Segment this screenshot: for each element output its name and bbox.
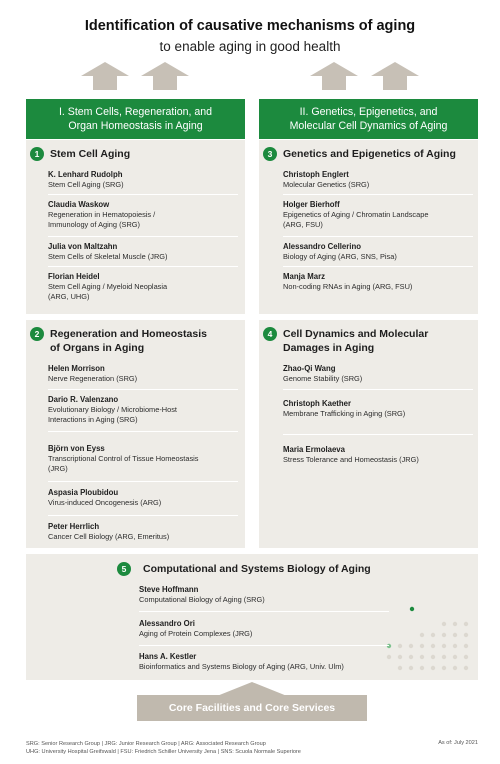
researcher-name: Julia von Maltzahn [48, 242, 118, 251]
researcher-name: Zhao-Qi Wang [283, 364, 336, 373]
researcher-name: Aspasia Ploubidou [48, 488, 119, 497]
divider [48, 481, 238, 482]
researcher-description: Cancer Cell Biology (ARG, Emeritus) [48, 532, 170, 541]
researcher-description: Bioinformatics and Systems Biology of Aging (ARG, Univ. Ulm) [139, 662, 344, 671]
researcher-entry [48, 444, 198, 474]
section-2-header [30, 327, 207, 355]
researcher-description: Genome Stability (SRG) [283, 374, 363, 383]
researcher-name: Claudia Waskow [48, 200, 110, 209]
researcher-entry [139, 585, 265, 605]
divider [283, 236, 473, 237]
researcher-entry [48, 200, 155, 230]
researcher-entry [48, 272, 167, 302]
divider [48, 389, 238, 390]
section-1-header [30, 147, 130, 161]
researcher-description: Epigenetics of Aging / Chromatin Landscape (ARG, FSU) [283, 210, 429, 229]
section-number-badge: 4 [263, 327, 277, 341]
researcher-entry [48, 364, 137, 384]
section-4-header [263, 327, 428, 355]
researcher-entry [283, 170, 369, 190]
researcher-name: Alessandro Cellerino [283, 242, 361, 251]
divider [283, 194, 473, 195]
researcher-entry [283, 399, 405, 419]
researcher-entry [283, 272, 412, 292]
researcher-entry [48, 522, 169, 542]
researcher-entry [48, 170, 124, 190]
researcher-description: Membrane Trafficking in Aging (SRG) [283, 409, 406, 418]
researcher-name: Maria Ermolaeva [283, 445, 345, 454]
divider [48, 266, 238, 267]
researcher-description: Nerve Regeneration (SRG) [48, 374, 138, 383]
researcher-description: Stress Tolerance and Homeostasis (JRG) [283, 455, 419, 464]
page-subtitle: to enable aging in good health [159, 39, 341, 54]
researcher-description: Stem Cell Aging / Myeloid Neoplasia (ARG, UHG) [48, 282, 168, 301]
researcher-description: Computational Biology of Aging (SRG) [139, 595, 265, 604]
researcher-entry [283, 364, 362, 384]
column-header-right-line1: II. Genetics, Epigenetics, and [299, 106, 438, 118]
researcher-description: Aging of Protein Complexes (JRG) [139, 629, 253, 638]
divider [139, 645, 389, 646]
divider [48, 431, 238, 432]
researcher-entry [48, 242, 168, 262]
researcher-name: Hans A. Kestler [139, 652, 197, 661]
researcher-name: Peter Herrlich [48, 522, 100, 531]
researcher-name: Dario R. Valenzano [48, 395, 119, 404]
researcher-entry [48, 395, 177, 425]
researcher-entry [139, 652, 344, 672]
researcher-name: Steve Hoffmann [139, 585, 199, 594]
researcher-entry [283, 200, 428, 230]
green-dot-decoration [409, 606, 415, 612]
researcher-entry [283, 445, 419, 465]
column-header-left [26, 99, 245, 139]
researcher-description: Biology of Aging (ARG, SNS, Pisa) [283, 252, 397, 261]
researcher-entry [48, 488, 161, 508]
divider [283, 434, 473, 435]
column-header-right [259, 99, 478, 139]
researcher-description: Molecular Genetics (SRG) [283, 180, 370, 189]
divider [48, 515, 238, 516]
researcher-name: Manja Marz [283, 272, 326, 281]
section-number-badge: 1 [30, 147, 44, 161]
core-facilities-label: Core Facilities and Core Services [137, 695, 367, 721]
section-number-badge: 5 [117, 562, 131, 576]
section-title: Regeneration and Homeostasis of Organs in Aging [50, 328, 207, 354]
section-title: Cell Dynamics and Molecular Damages in Aging [283, 328, 429, 354]
researcher-description: Stem Cell Aging (SRG) [48, 180, 124, 189]
researcher-description: Evolutionary Biology / Microbiome-Host Interactions in Aging (SRG) [48, 405, 177, 424]
researcher-name: Holger Bierhoff [283, 200, 340, 209]
researcher-name: Alessandro Ori [139, 619, 195, 628]
section-title: Stem Cell Aging [50, 148, 131, 160]
divider [139, 611, 389, 612]
researcher-description: Non-coding RNAs in Aging (ARG, FSU) [283, 282, 413, 291]
up-arrow-icon [371, 62, 419, 90]
divider [283, 389, 473, 390]
researcher-name: K. Lenhard Rudolph [48, 170, 123, 179]
researcher-name: Helen Morrison [48, 364, 105, 373]
section-5-header [117, 562, 371, 576]
up-arrow-icon [141, 62, 189, 90]
divider [48, 236, 238, 237]
researcher-description: Virus-induced Oncogenesis (ARG) [48, 498, 162, 507]
footer-abbreviations-line2: UHG: University Hospital Greifswald | FSU: Friedrich Schiller University Jena | SNS: Scuola Normale Superiore [26, 749, 301, 755]
section-title: Computational and Systems Biology of Aging [143, 563, 371, 575]
column-header-right-line2: Molecular Cell Dynamics of Aging [289, 120, 448, 132]
researcher-description: Stem Cells of Skeletal Muscle (JRG) [48, 252, 168, 261]
divider [283, 266, 473, 267]
section-title: Genetics and Epigenetics of Aging [283, 148, 456, 160]
page-title: Identification of causative mechanisms of aging [84, 18, 416, 34]
researcher-name: Christoph Kaether [283, 399, 352, 408]
up-arrow-icon [310, 62, 358, 90]
researcher-name: Christoph Englert [283, 170, 349, 179]
column-header-left-line2: Organ Homeostasis in Aging [68, 120, 203, 132]
section-number-badge: 3 [263, 147, 277, 161]
section-3-header [263, 147, 456, 161]
column-header-left-line1: I. Stem Cells, Regeneration, and [58, 106, 213, 118]
section-number-badge: 2 [30, 327, 44, 341]
researcher-entry [283, 242, 397, 262]
dot-pattern-decoration [380, 618, 478, 680]
researcher-name: Björn von Eyss [48, 444, 105, 453]
researcher-description: Regeneration in Hematopoiesis / Immunology of Aging (SRG) [48, 210, 156, 229]
up-arrow-icon [81, 62, 129, 90]
core-up-arrow-icon [137, 682, 367, 696]
researcher-description: Transcriptional Control of Tissue Homeostasis (JRG) [48, 454, 199, 473]
as-of-date: As of: July 2021 [438, 740, 478, 746]
researcher-entry [139, 619, 252, 639]
researcher-name: Florian Heidel [48, 272, 100, 281]
footer-abbreviations-line1: SRG: Senior Research Group | JRG: Junior Research Group | ARG: Associated Research Group [26, 741, 266, 747]
divider [48, 194, 238, 195]
